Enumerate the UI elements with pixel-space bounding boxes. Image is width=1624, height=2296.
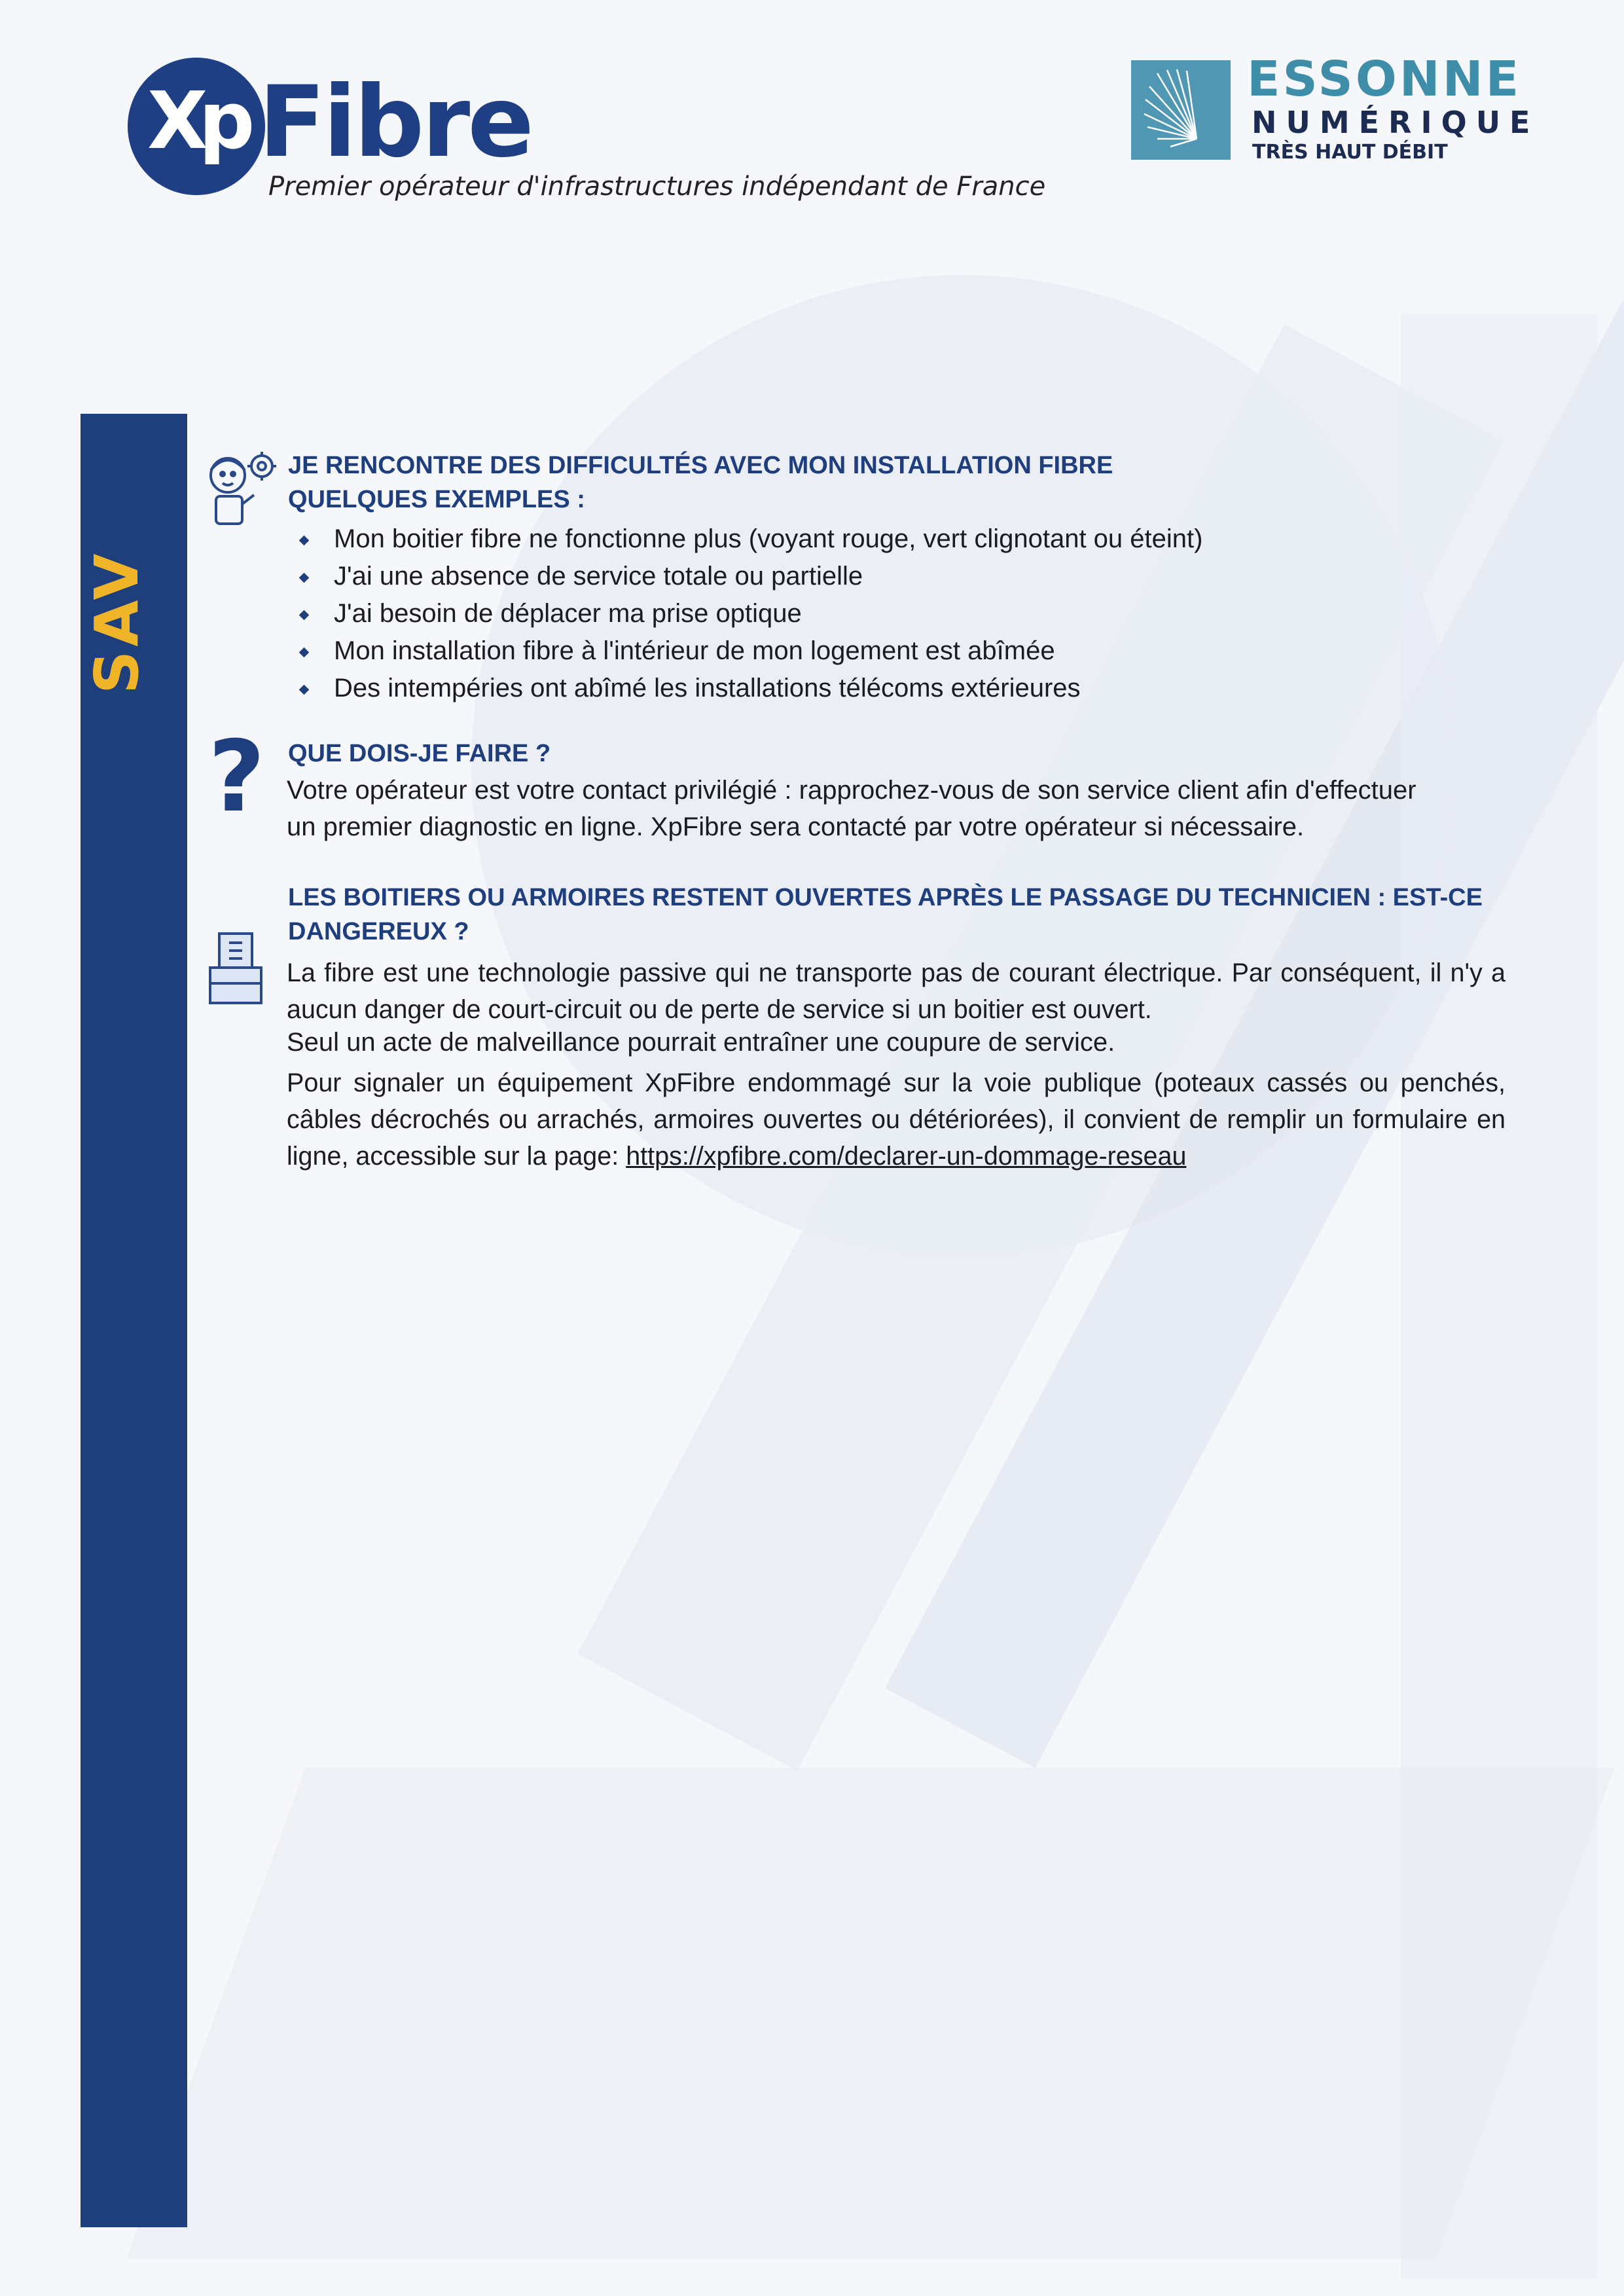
section3-paragraph-1-end: Seul un acte de malveillance pourrait entraîner une coupure de service. (287, 1028, 1115, 1057)
xpfibre-logo-word: Fibre (259, 65, 532, 179)
list-item: Des intempéries ont abîmé les installations télécoms extérieures (298, 670, 1202, 707)
tagline: Premier opérateur d'infrastructures indépendant de France (268, 172, 1046, 202)
report-damage-link[interactable]: https://xpfibre.com/declarer-un-dommage-reseau (626, 1142, 1187, 1171)
background-band (1401, 314, 1597, 2278)
cabinet-box-icon (206, 930, 265, 1007)
section2-heading: QUE DOIS-JE FAIRE ? (288, 740, 551, 767)
section3-paragraph-1: La fibre est une technologie passive qui ne transporte pas de courant électrique. Par conséquent, il n'y a aucun danger de court-circuit ou de perte de service si un boitier est ouvert. (287, 958, 1506, 1024)
section3-heading-2: DANGEREUX ? (288, 918, 469, 945)
section2-line: un premier diagnostic en ligne. XpFibre sera contacté par votre opérateur si nécessaire. (287, 812, 1305, 841)
section1-subheading: QUELQUES EXEMPLES : (288, 486, 585, 513)
background-band (127, 1768, 1615, 2259)
section3-paragraph-2-text: Pour signaler un équipement XpFibre endommagé sur la voie publique (poteaux cassés ou penchés, câbles décrochés ou arrachés, armoires ouvertes ou détériorées), il convient de remplir un formulaire en ligne, accessible sur la page: (287, 1068, 1506, 1171)
list-item: Mon installation fibre à l'intérieur de mon logement est abîmée (298, 632, 1202, 670)
list-item: J'ai une absence de service totale ou partielle (298, 558, 1202, 595)
question-mark-icon (203, 725, 275, 830)
section3-heading: LES BOITIERS OU ARMOIRES RESTENT OUVERTES APRÈS LE PASSAGE DU TECHNICIEN : EST-CE (288, 884, 1483, 911)
essonne-title: ESSONNE (1247, 51, 1522, 107)
svg-text:?: ? (208, 725, 266, 830)
essonne-subtitle: NUMÉRIQUE (1252, 105, 1540, 140)
list-item: Mon boitier fibre ne fonctionne plus (voyant rouge, vert clignotant ou éteint) (298, 520, 1202, 558)
section1-heading: JE RENCONTRE DES DIFFICULTÉS AVEC MON INSTALLATION FIBRE (288, 452, 1113, 479)
essonne-subtitle-2: TRÈS HAUT DÉBIT (1252, 141, 1448, 164)
xpfibre-logo-mark: Xp (128, 58, 265, 195)
technician-gear-icon (196, 444, 281, 529)
essonne-numerique-logo-icon (1131, 60, 1231, 160)
section2-line: Votre opérateur est votre contact privilégié : rapprochez-vous de son service client afin d'effectuer (287, 776, 1416, 805)
examples-list (298, 520, 1202, 707)
section3-paragraph-2 (287, 1065, 1506, 1175)
list-item: J'ai besoin de déplacer ma prise optique (298, 595, 1202, 632)
